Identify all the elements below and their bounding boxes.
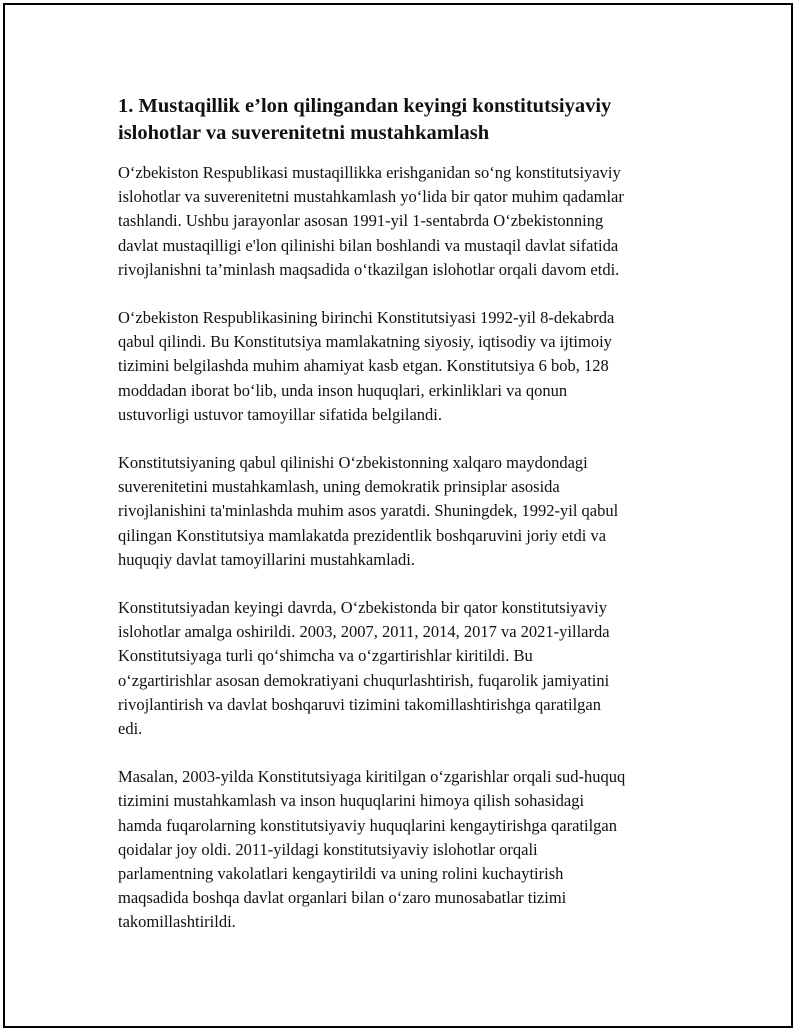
paragraph-amendments: Konstitutsiyadan keyingi davrda, O‘zbekistonda bir qator konstitutsiyaviy islohotlar amalga oshirildi. 2003, 2007, 2011, 2014, 2017 va 2021-yillarda Konstitutsiyaga turli qo‘shimcha va o‘zgartirishlar kiritildi. Bu o‘zgartirishlar asosan demokratiyani chuqurlashtirish, fuqarolik jamiyatini rivojlantirish va davlat boshqaruvi tizimini takomillashtirishga qaratilgan edi. — [118, 598, 610, 739]
document-body — [118, 93, 698, 959]
section-heading: 1. Mustaqillik e’lon qilingandan keyingi konstitutsiyaviy islohotlar va suverenitetni mustahkamlash — [118, 95, 612, 144]
paragraph-first-constitution: O‘zbekiston Respublikasining birinchi Konstitutsiyasi 1992-yil 8-dekabrda qabul qilindi. Bu Konstitutsiya mamlakatning siyosiy, iqtisodiy va ijtimoiy tizimini belgilashda muhim ahamiyat kasb etgan. Konstitutsiya 6 bob, 128 moddadan iborat bo‘lib, unda inson huquqlari, erkinliklari va qonun ustuvorligi ustuvor tamoyillar sifatida belgilandi. — [118, 308, 615, 424]
paragraph-independence-reforms: O‘zbekiston Respublikasi mustaqillikka erishganidan so‘ng konstitutsiyaviy islohotlar va suverenitetni mustahkamlash yo‘lida bir qator muhim qadamlar tashlandi. Ushbu jarayonlar asosan 1991-yil 1-sentabrda O‘zbekistonning davlat mustaqilligi e'lon qilinishi bilan boshlandi va mustaqil davlat sifatida rivojlanishni ta’minlash maqsadida o‘tkazilgan islohotlar orqali davom etdi. — [118, 163, 624, 279]
paragraph-sovereignty: Konstitutsiyaning qabul qilinishi O‘zbekistonning xalqaro maydondagi suverenitetini mustahkamlash, uning demokratik prinsiplar asosida rivojlanishini ta'minlashda muhim asos yaratdi. Shuningdek, 1992-yil qabul qilingan Konstitutsiya mamlakatda prezidentlik boshqaruvini joriy etdi va huquqiy davlat tamoyillarini mustahkamladi. — [118, 453, 619, 569]
paragraph-examples: Masalan, 2003-yilda Konstitutsiyaga kiritilgan o‘zgarishlar orqali sud-huquq tizimini mustahkamlash va inson huquqlarini himoya qilish sohasidagi hamda fuqarolarning konstitutsiyaviy huquqlarini kengaytirishga qaratilgan qoidalar joy oldi. 2011-yildagi konstitutsiyaviy islohotlar orqali parlamentning vakolatlari kengaytirildi va uning rolini kuchaytirish maqsadida boshqa davlat organlari bilan o‘zaro munosabatlar tizimi takomillashtirildi. — [118, 767, 626, 932]
